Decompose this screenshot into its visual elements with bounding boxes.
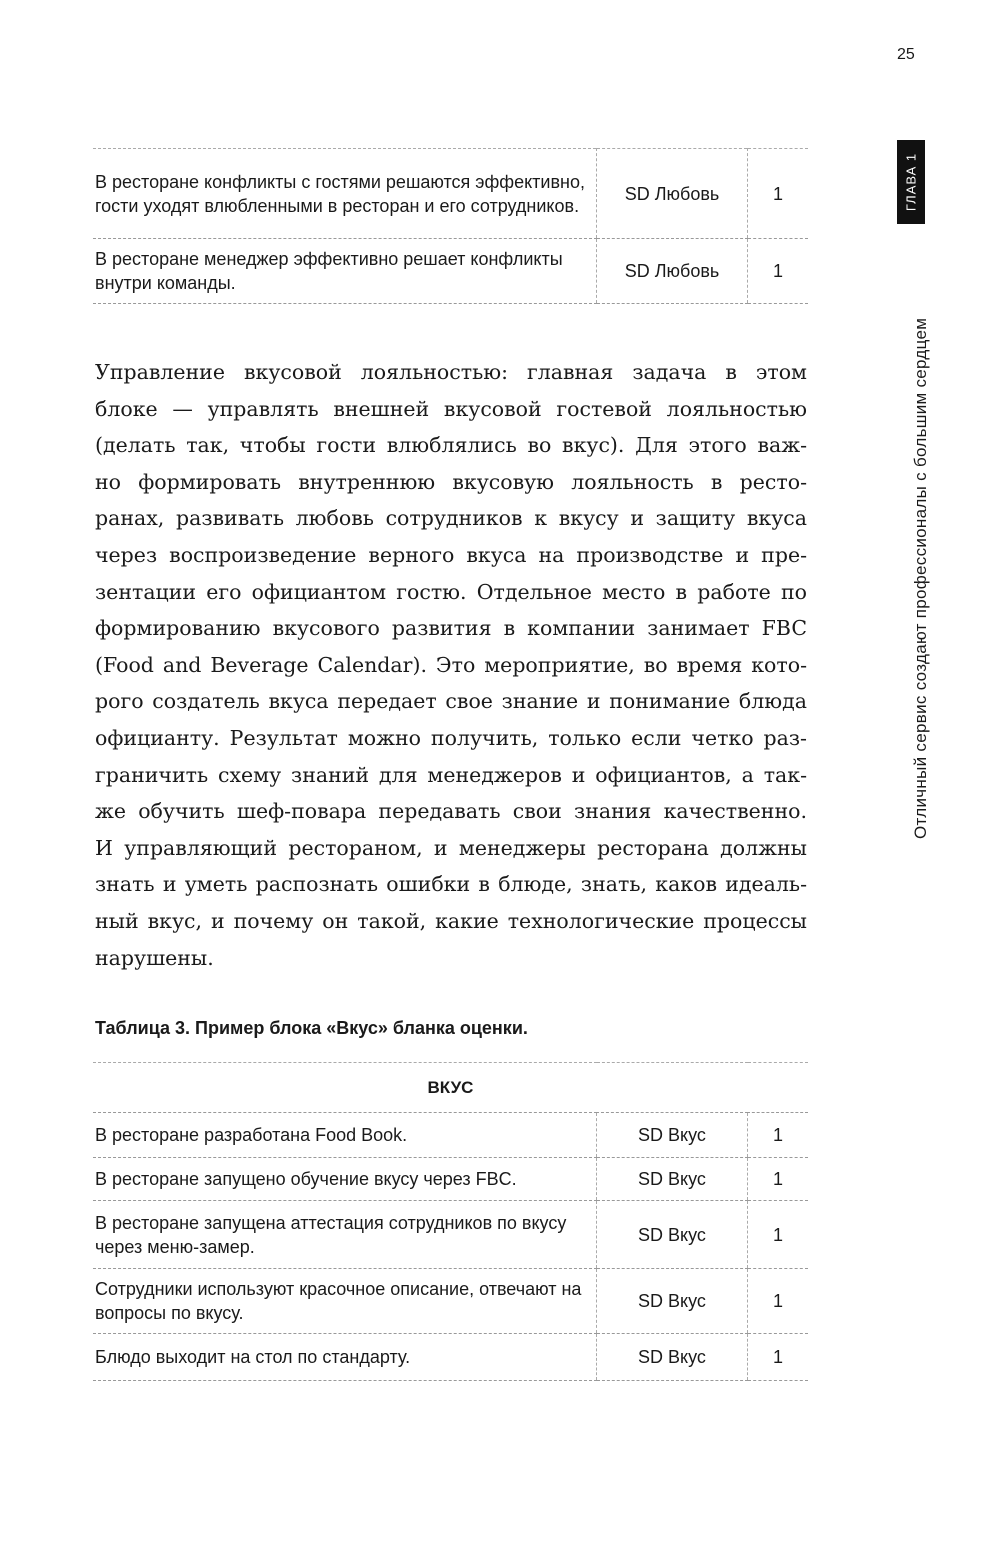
criterion-category: SD Вкус [597,1113,748,1158]
criterion-score: 1 [748,1269,809,1334]
table-row [93,239,808,304]
table-row [93,1158,808,1201]
table-row [93,1201,808,1269]
criterion-category: SD Вкус [597,1269,748,1334]
paragraph-line: через воспроизведение верного вкуса на производстве и пре- [95,542,807,567]
criterion-text: В ресторане менеджер эффективно решает конфликты внутри команды. [93,239,597,304]
paragraph-line: рого создатель вкуса передает свое знание и понимание блюда [95,689,807,714]
paragraph-line: граничить схему знаний для менеджеров и официантов, а так- [95,762,807,787]
table-row [93,149,808,239]
criterion-text: В ресторане разработана Food Book. [93,1113,597,1158]
table-header: ВКУС [93,1063,808,1113]
table-header-row [93,1063,808,1113]
table-row [93,1334,808,1381]
criterion-text: Сотрудники используют красочное описание, отвечают на вопросы по вкусу. [93,1269,597,1334]
criterion-text: В ресторане конфликты с гостями решаются эффективно, гости уходят влюбленными в ресторан и его сотрудников. [93,149,597,239]
criterion-score: 1 [748,149,809,239]
paragraph-line: Управление вкусовой лояльностью: главная задача в этом [95,360,807,384]
chapter-sidebar [897,140,930,850]
criterion-category: SD Любовь [597,149,748,239]
chapter-title: Отличный сервис создают профессионалы с большим сердцем [911,317,930,839]
criterion-category: SD Вкус [597,1201,748,1269]
paragraph-line: зентации его официантом гостю. Отдельное место в работе по [95,579,807,604]
paragraph-line: знать и уметь распознать ошибки в блюде, знать, каков идеаль- [95,872,807,897]
taste-table [93,1062,808,1381]
criterion-score: 1 [748,1158,809,1201]
criterion-score: 1 [748,1334,809,1381]
caption-text: Пример блока «Вкус» бланка оценки. [190,1018,528,1038]
paragraph-line: но формировать внутреннюю вкусовую лояльность в ресто- [95,469,807,494]
paragraph-line: (Food and Beverage Calendar). Это мероприятие, во время кото- [95,652,807,677]
criterion-category: SD Любовь [597,239,748,304]
chapter-badge [897,140,925,224]
paragraph-line: ный вкус, и почему он такой, какие технологические процессы [95,908,807,933]
paragraph-line: ранах, развивать любовь сотрудников к вкусу и защиту вкуса [95,506,807,531]
paragraph-line: блоке — управлять внешней вкусовой гостевой лояльностью [95,396,807,421]
paragraph-line: же обучить шеф-повара передавать свои знания качественно. [95,799,807,824]
criterion-category: SD Вкус [597,1334,748,1381]
paragraph-line: И управляющий рестораном, и менеджеры ресторана должны [95,835,807,860]
criterion-text: Блюдо выходит на стол по стандарту. [93,1334,597,1381]
caption-label: Таблица 3. [95,1018,191,1038]
criterion-score: 1 [748,239,809,304]
table-row [93,1113,808,1158]
criterion-score: 1 [748,1113,809,1158]
criterion-text: В ресторане запущена аттестация сотрудников по вкусу через меню-замер. [93,1201,597,1269]
love-table [93,148,808,304]
criterion-score: 1 [748,1201,809,1269]
chapter-label: ГЛАВА 1 [903,152,919,212]
table-caption [95,1018,528,1039]
page-number: 25 [897,46,915,63]
criterion-text: В ресторане запущено обучение вкусу через FBC. [93,1158,597,1201]
paragraph-line: официанту. Результат можно получить, только если четко раз- [95,725,807,750]
criterion-category: SD Вкус [597,1158,748,1201]
table-row [93,1269,808,1334]
paragraph-line: (делать так, чтобы гости влюблялись во вкус). Для этого важ- [95,433,807,458]
paragraph-line: нарушены. [95,945,214,970]
paragraph-line: формированию вкусового развития в компании занимает FBC [95,616,807,641]
body-paragraph [95,354,807,976]
